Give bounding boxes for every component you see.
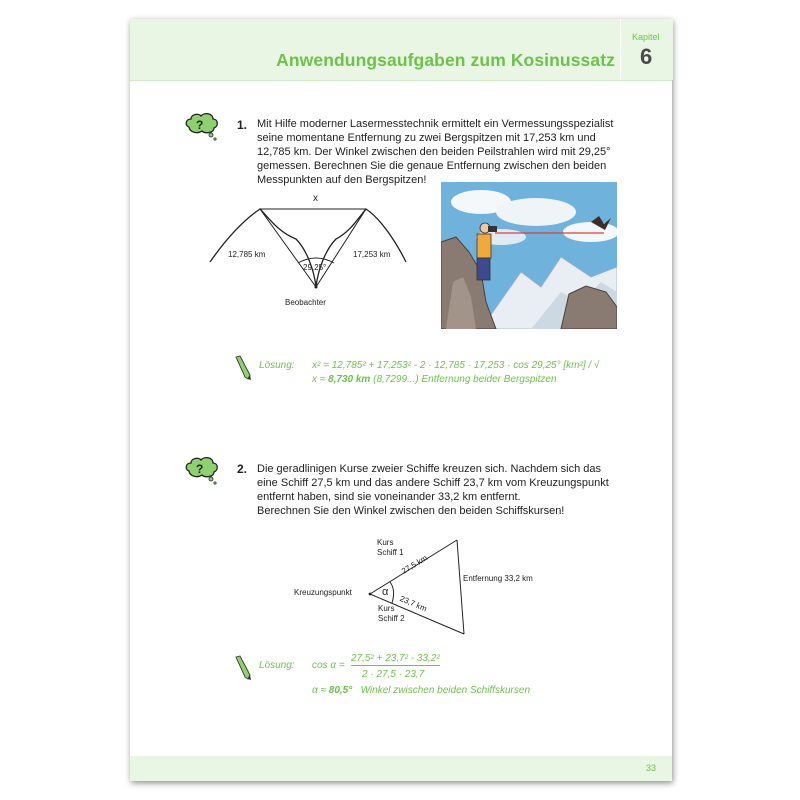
- solution1-suffix: (8,7299...) Entfernung beider Bergspitzen: [373, 374, 557, 385]
- kurs2-label-line1: Kurs: [378, 604, 395, 613]
- angle-label: 29,25°: [303, 263, 327, 272]
- solution2-label: Lösung:: [259, 660, 295, 671]
- task2-text-line: eine Schiff 27,5 km und das andere Schiff 23,7 km vom Kreuzungspunkt: [257, 477, 609, 489]
- alpha-label: α: [382, 586, 389, 598]
- solution2-result-line: [312, 685, 530, 696]
- header-band: [130, 19, 672, 81]
- x-label: x: [313, 193, 318, 204]
- surveyor-illustration: [441, 182, 617, 329]
- observer-label: Beobachter: [285, 298, 326, 307]
- task1-text: [257, 117, 637, 187]
- task2-text-line: entfernt haben, sind sie voneinander 33,2 km entfernt.: [257, 491, 521, 503]
- solution1-prefix: x ≈: [312, 374, 326, 385]
- solution2-numerator: 27,5² + 23,7² - 33,2²: [351, 653, 440, 664]
- task2-number: 2.: [237, 462, 248, 476]
- task2-text-line: Die geradlinigen Kurse zweier Schiffe kreuzen sich. Nachdem sich das: [257, 463, 602, 475]
- solution2-result-suffix: Winkel zwischen beiden Schiffskursen: [360, 685, 531, 696]
- left-distance-label: 12,785 km: [228, 250, 266, 259]
- question-cloud-icon: [183, 111, 221, 143]
- crossing-point-label: Kreuzungspunkt: [294, 588, 352, 597]
- side2-label: 23,7 km: [398, 594, 429, 614]
- kurs1-label-line1: Kurs: [377, 538, 394, 547]
- solution1-line1: x² = 12,785² + 17,253² - 2 · 12,785 · 17,253 · cos 29,25° [km²] / √: [312, 360, 600, 371]
- solution1-line2: [312, 374, 557, 385]
- side1-label: 27,5 km: [400, 553, 430, 576]
- task1-text-line: 12,785 km. Der Winkel zwischen den beiden Peilstrahlen wird mit 29,25°: [257, 146, 611, 158]
- task1-number: 1.: [237, 118, 248, 132]
- chapter-box: [620, 19, 673, 80]
- chapter-label: Kapitel: [632, 32, 660, 42]
- task1-text-line: Mit Hilfe moderner Lasermesstechnik ermittelt ein Vermessungsspezialist: [257, 118, 614, 130]
- solution2-result-value: 80,5°: [328, 685, 353, 696]
- footer-band: [130, 756, 672, 781]
- svg-text:?: ?: [196, 462, 204, 476]
- solution1-label: Lösung:: [259, 360, 295, 371]
- page-number: 33: [645, 763, 656, 773]
- solution2-cos-prefix: cos α =: [312, 660, 345, 671]
- distance-label: Entfernung 33,2 km: [463, 574, 533, 583]
- solution2-denominator: 2 · 27,5 · 23,7: [362, 669, 425, 680]
- svg-text:?: ?: [196, 118, 204, 132]
- task2-text-line: Berechnen Sie den Winkel zwischen den beiden Schiffskursen!: [257, 505, 565, 517]
- solution1-result: 8,730 km: [328, 374, 371, 385]
- right-distance-label: 17,253 km: [353, 250, 391, 259]
- pencil-icon: [233, 355, 253, 381]
- pencil-icon: [233, 655, 253, 681]
- task1-text-line: Messpunkten auf den Bergspitzen!: [257, 174, 427, 186]
- question-cloud-icon: [183, 455, 221, 487]
- kurs2-label-line2: Schiff 2: [378, 614, 405, 623]
- task1-text-line: seine momentane Entfernung zu zwei Bergspitzen mit 17,253 km und: [257, 132, 596, 144]
- task1-text-line: gemessen. Berechnen Sie die genaue Entfernung zwischen den beiden: [257, 160, 607, 172]
- task2-text: [257, 462, 637, 518]
- chapter-number: 6: [640, 44, 653, 69]
- kurs1-label-line2: Schiff 1: [377, 548, 404, 557]
- worksheet-page: [130, 19, 672, 781]
- solution2-result-prefix: α ≈: [312, 685, 326, 696]
- page-title: Anwendungsaufgaben zum Kosinussatz: [276, 50, 615, 70]
